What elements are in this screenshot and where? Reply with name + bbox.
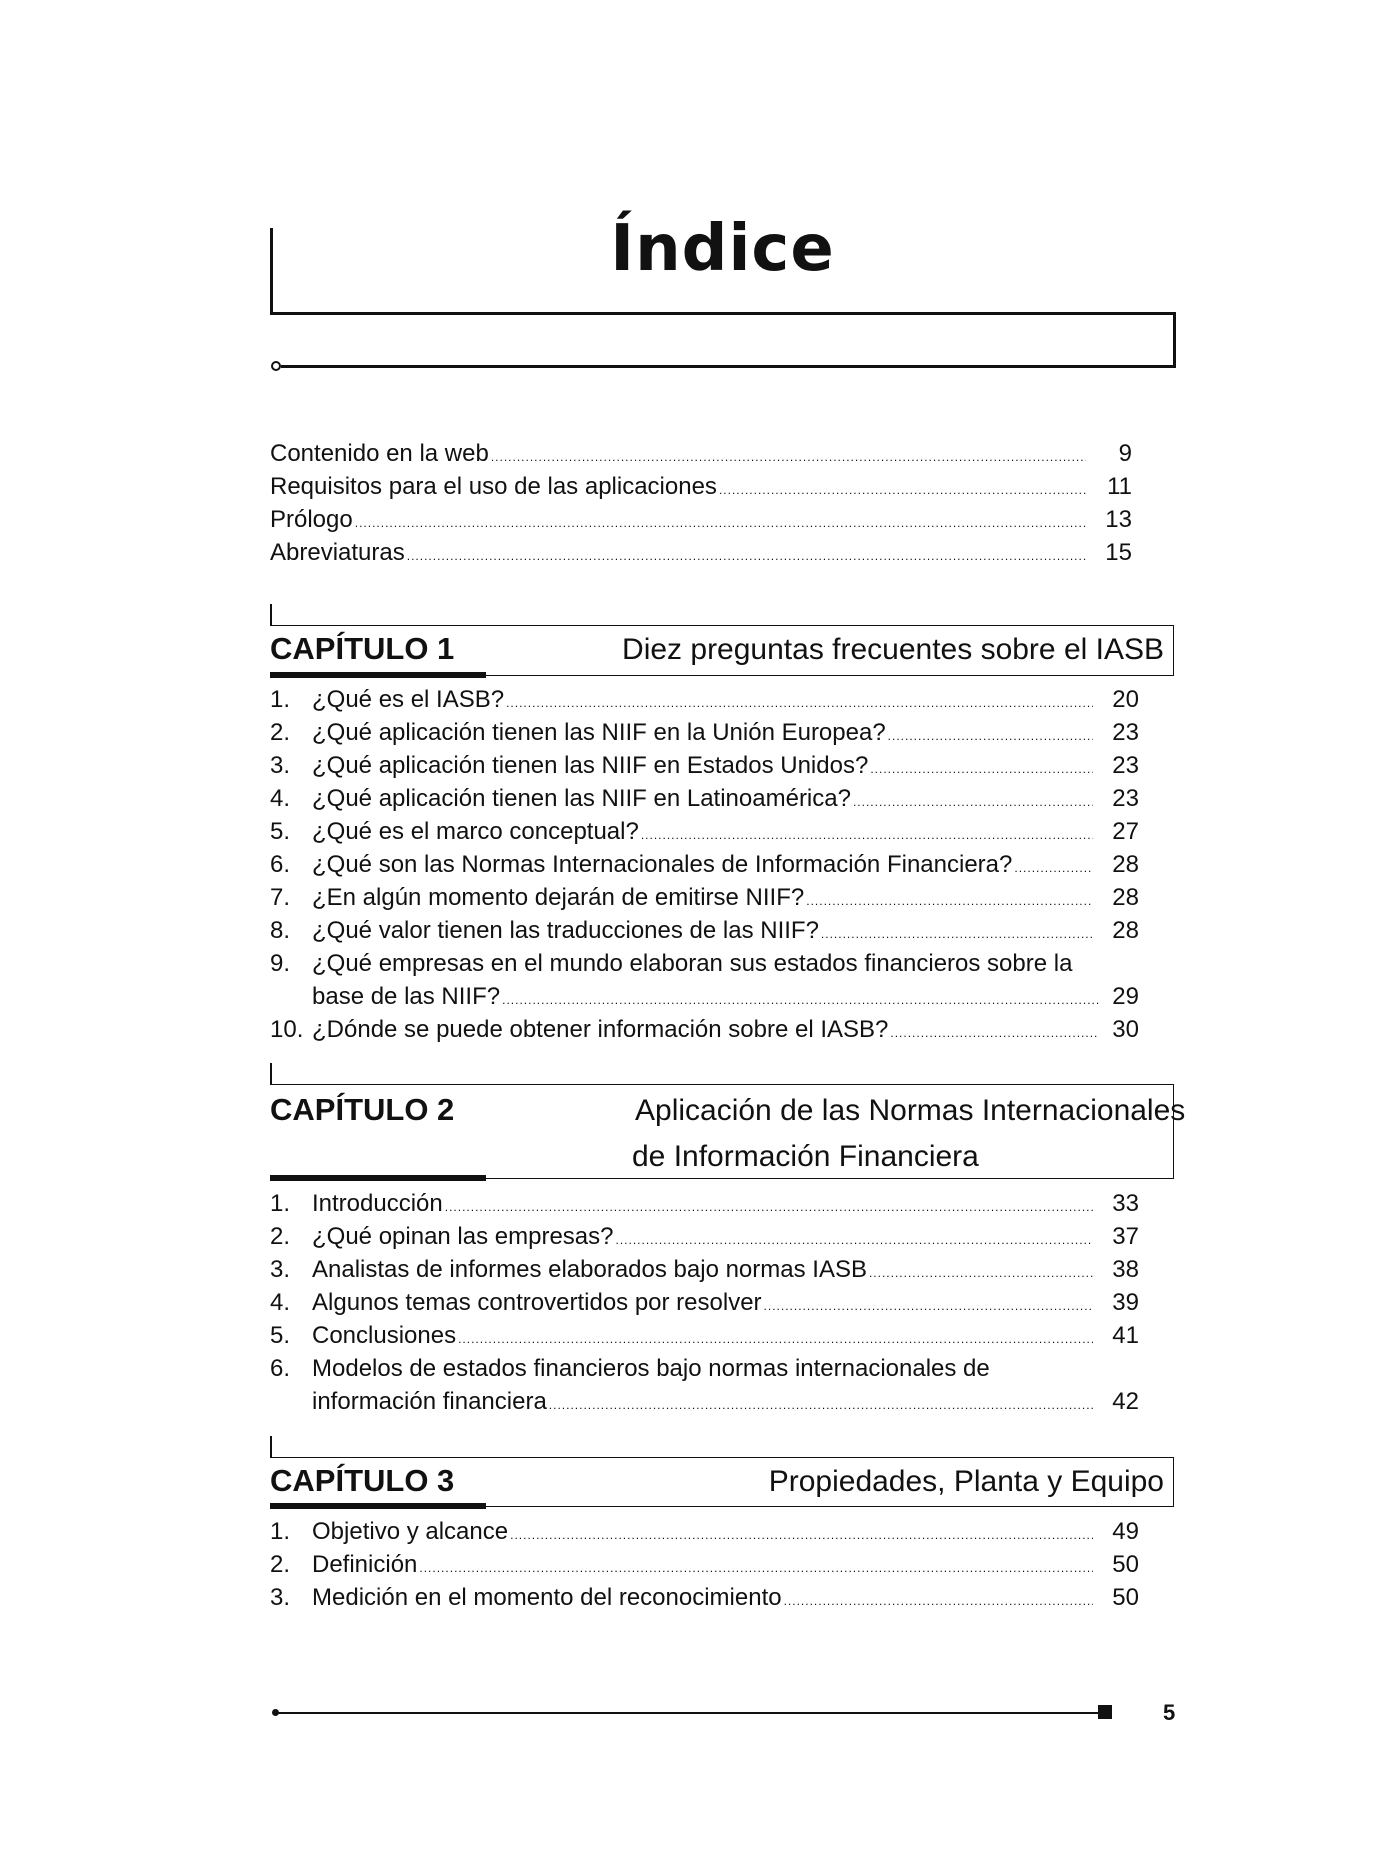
item-number: 5. xyxy=(270,818,291,845)
item-page: 38 xyxy=(1112,1256,1139,1283)
leader-dots xyxy=(764,1290,1093,1323)
item-text-continued: información financiera xyxy=(312,1388,547,1415)
front-matter-list xyxy=(270,437,1132,569)
item-text: ¿Qué opinan las empresas? xyxy=(312,1223,614,1250)
item-text: ¿Qué aplicación tienen las NIIF en Estados Unidos? xyxy=(312,752,869,779)
page-number: 5 xyxy=(1163,1700,1176,1725)
item-number: 3. xyxy=(270,752,291,779)
item-number: 4. xyxy=(270,785,291,812)
toc-entry-text: Abreviaturas xyxy=(270,539,405,566)
item-number: 8. xyxy=(270,917,291,944)
toc-entry xyxy=(270,536,1132,569)
item-page: 23 xyxy=(1112,785,1139,812)
title-right-rule xyxy=(1173,312,1176,368)
leader-dots xyxy=(888,720,1093,753)
leader-dots xyxy=(784,1585,1093,1618)
toc-entry-page: 13 xyxy=(1105,506,1132,533)
item-number: 1. xyxy=(270,1518,291,1545)
item-page: 28 xyxy=(1112,851,1139,878)
item-number: 4. xyxy=(270,1289,291,1316)
item-number: 3. xyxy=(270,1256,291,1283)
item-number: 10. xyxy=(270,1016,304,1043)
page-title: Índice xyxy=(610,212,835,286)
toc-entry-text: Prólogo xyxy=(270,506,353,533)
toc-entry xyxy=(270,503,1132,536)
item-page: 50 xyxy=(1112,1551,1139,1578)
item-page: 49 xyxy=(1112,1518,1139,1545)
item-text: Algunos temas controvertidos por resolver xyxy=(312,1289,762,1316)
leader-dots xyxy=(719,474,1086,507)
item-number: 2. xyxy=(270,1551,291,1578)
item-number: 2. xyxy=(270,1223,291,1250)
circle-ornament-icon xyxy=(271,361,281,371)
chapter-2-title-line-1: Aplicación de las Normas Internacionales xyxy=(635,1094,1186,1127)
item-number: 1. xyxy=(270,686,291,713)
item-text-continued: base de las NIIF? xyxy=(312,983,501,1010)
item-number: 6. xyxy=(270,851,291,878)
item-number: 3. xyxy=(270,1584,291,1611)
item-page: 50 xyxy=(1112,1584,1139,1611)
toc-entry-page: 11 xyxy=(1107,473,1132,500)
item-number: 6. xyxy=(270,1355,291,1382)
item-page: 23 xyxy=(1112,719,1139,746)
item-number: 7. xyxy=(270,884,291,911)
item-number: 2. xyxy=(270,719,291,746)
item-page: 29 xyxy=(1112,983,1139,1010)
item-text: Modelos de estados financieros bajo normas internacionales de xyxy=(312,1355,990,1382)
chapter-2-label: CAPÍTULO 2 xyxy=(270,1092,455,1127)
item-text: Objetivo y alcance xyxy=(312,1518,509,1545)
title-lower-rule xyxy=(281,365,1176,368)
chapter-3-underline xyxy=(270,1503,486,1509)
item-page: 39 xyxy=(1112,1289,1139,1316)
leader-dots xyxy=(407,540,1086,573)
item-text: Analistas de informes elaborados bajo normas IASB xyxy=(312,1256,867,1283)
leader-dots xyxy=(870,753,1093,786)
chapter-1-list xyxy=(270,683,1139,1046)
chapter-1-tick xyxy=(270,604,272,626)
item-text: Definición xyxy=(312,1551,418,1578)
item-text: ¿Qué es el IASB? xyxy=(312,686,505,713)
item-text: Conclusiones xyxy=(312,1322,457,1349)
item-page: 33 xyxy=(1112,1190,1139,1217)
item-page: 42 xyxy=(1112,1388,1139,1415)
item-page: 20 xyxy=(1112,686,1139,713)
item-page: 28 xyxy=(1112,917,1139,944)
leader-dots xyxy=(549,1389,1093,1422)
leader-dots xyxy=(355,507,1086,540)
item-text: ¿Dónde se puede obtener información sobre el IASB? xyxy=(312,1016,889,1043)
toc-entry-text: Requisitos para el uso de las aplicaciones xyxy=(270,473,717,500)
item-text: Introducción xyxy=(312,1190,443,1217)
chapter-2-tick xyxy=(270,1063,272,1085)
item-page: 23 xyxy=(1112,752,1139,779)
item-text: ¿En algún momento dejarán de emitirse NIIF? xyxy=(312,884,805,911)
item-page: 30 xyxy=(1112,1016,1139,1043)
chapter-1-title: Diez preguntas frecuentes sobre el IASB xyxy=(622,633,1164,666)
leader-dots xyxy=(853,786,1093,819)
item-text: ¿Qué aplicación tienen las NIIF en la Unión Europea? xyxy=(312,719,886,746)
item-page: 37 xyxy=(1112,1223,1139,1250)
item-page: 41 xyxy=(1112,1322,1139,1349)
item-number: 5. xyxy=(270,1322,291,1349)
chapter-3-title: Propiedades, Planta y Equipo xyxy=(768,1465,1164,1498)
footer-square-icon xyxy=(1098,1705,1112,1719)
item-page: 28 xyxy=(1112,884,1139,911)
toc-entry-page: 15 xyxy=(1105,539,1132,566)
leader-dots xyxy=(510,1519,1093,1552)
chapter-2-title-line-2: de Información Financiera xyxy=(632,1140,979,1173)
footer-rule xyxy=(275,1712,1105,1714)
item-text: ¿Qué empresas en el mundo elaboran sus estados financieros sobre la xyxy=(312,950,1073,977)
chapter-3-list xyxy=(270,1515,1139,1614)
toc-entry xyxy=(270,437,1132,470)
item-text: ¿Qué valor tienen las traducciones de las NIIF? xyxy=(312,917,819,944)
leader-dots xyxy=(1014,852,1093,885)
item-text: ¿Qué aplicación tienen las NIIF en Latinoamérica? xyxy=(312,785,851,812)
item-page: 27 xyxy=(1112,818,1139,845)
chapter-2-underline xyxy=(270,1175,486,1181)
item-text: ¿Qué es el marco conceptual? xyxy=(312,818,639,845)
title-bottom-rule xyxy=(270,312,1176,315)
chapter-2-list xyxy=(270,1187,1139,1418)
toc-entry-page: 9 xyxy=(1118,440,1132,467)
item-number: 1. xyxy=(270,1190,291,1217)
chapter-3-tick xyxy=(270,1436,272,1458)
leader-dots xyxy=(806,885,1093,918)
chapter-1-label: CAPÍTULO 1 xyxy=(270,631,455,666)
chapter-1-underline xyxy=(270,672,486,678)
item-number: 9. xyxy=(270,950,291,977)
chapter-3-label: CAPÍTULO 3 xyxy=(270,1463,455,1498)
item-text: Medición en el momento del reconocimiento xyxy=(312,1584,782,1611)
leader-dots xyxy=(869,1257,1093,1290)
toc-entry xyxy=(270,470,1132,503)
item-text: ¿Qué son las Normas Internacionales de Información Financiera? xyxy=(312,851,1013,878)
toc-entry-text: Contenido en la web xyxy=(270,440,489,467)
leader-dots xyxy=(890,1017,1099,1050)
